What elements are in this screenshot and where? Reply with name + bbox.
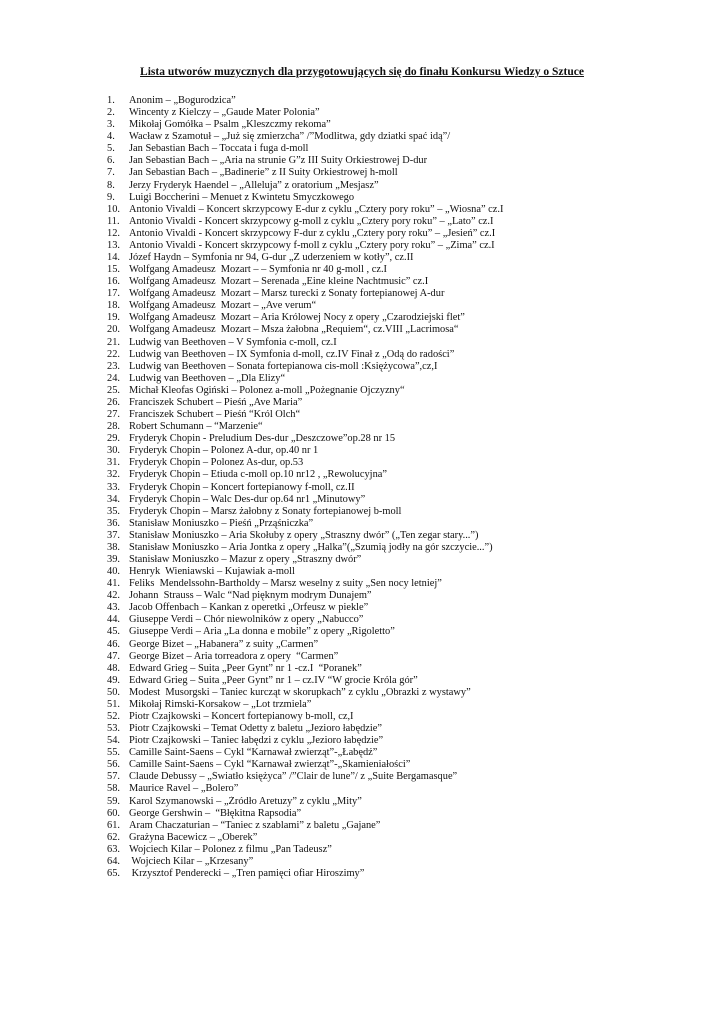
list-item	[107, 397, 707, 409]
list-item	[107, 542, 707, 554]
list-item	[107, 300, 707, 312]
list-item	[107, 844, 707, 856]
list-item	[107, 518, 707, 530]
list-item-text: Robert Schumann – “Marzenie“	[129, 421, 263, 433]
list-item	[107, 107, 707, 119]
list-item	[107, 337, 707, 349]
list-item-number: 29.	[107, 433, 120, 445]
list-item-number: 65.	[107, 868, 120, 879]
list-item-number: 60.	[107, 807, 120, 819]
list-item-number: 45.	[107, 626, 120, 638]
list-item-text: Luigi Boccherini – Menuet z Kwintetu Smyczkowego	[129, 191, 355, 203]
list-item-number: 53.	[107, 723, 120, 735]
list-item-number: 16.	[107, 276, 120, 288]
list-item	[107, 590, 707, 602]
list-item	[107, 530, 707, 542]
list-item-number: 61.	[107, 819, 120, 831]
list-item	[107, 95, 707, 107]
list-item	[107, 143, 707, 155]
list-item	[107, 796, 707, 808]
list-item-text: Krzysztof Penderecki – „Tren pamięci ofiar Hiroszimy”	[129, 868, 365, 879]
list-item	[107, 131, 707, 143]
list-item-text: Piotr Czajkowski – Koncert fortepianowy b-moll, cz,I	[129, 710, 354, 722]
list-item	[107, 457, 707, 469]
list-item-number: 1.	[107, 95, 115, 106]
list-item	[107, 663, 707, 675]
list-item-text: George Gershwin – “Błękitna Rapsodia”	[129, 807, 302, 819]
list-item	[107, 349, 707, 361]
list-item	[107, 385, 707, 397]
list-item-text: Jan Sebastian Bach – Toccata i fuga d-moll	[129, 143, 309, 155]
list-item-text: Fryderyk Chopin – Etiuda c-moll op.10 nr12 , „Rewolucyjna”	[129, 469, 387, 481]
list-item-number: 62.	[107, 831, 120, 843]
list-item-text: Jan Sebastian Bach – „Badinerie” z II Suity Orkiestrowej h-moll	[129, 167, 398, 179]
list-item-text: Feliks Mendelssohn-Bartholdy – Marsz weselny z suity „Sen nocy letniej”	[129, 578, 442, 590]
list-item-text: Stanisław Moniuszko – Aria Jontka z opery „Halka”(„Szumią jodły na gór szczycie...”)	[129, 541, 493, 553]
list-item-number: 58.	[107, 783, 120, 795]
list-item-number: 22.	[107, 348, 120, 360]
list-item-text: Anonim – „Bogurodzica”	[129, 95, 236, 106]
list-item-number: 40.	[107, 566, 120, 578]
list-item-number: 2.	[107, 107, 115, 119]
list-item-number: 30.	[107, 445, 120, 457]
list-item-text: Wojciech Kilar – „Krzesany”	[129, 855, 254, 867]
list-item-number: 13.	[107, 239, 120, 251]
list-item-text: Jerzy Fryderyk Haendel – „Alleluja” z oratorium „Mesjasz”	[129, 179, 379, 191]
list-item-text: Giuseppe Verdi – Aria „La donna e mobile” z opery „Rigoletto”	[129, 626, 395, 638]
list-item-text: Piotr Czajkowski – Taniec łabędzi z cyklu „Jezioro łabędzie”	[129, 735, 384, 747]
list-item-text: Wolfgang Amadeusz Mozart – „Ave verum“	[129, 300, 317, 312]
list-item-number: 63.	[107, 843, 120, 855]
list-item	[107, 651, 707, 663]
list-item-text: Antonio Vivaldi - Koncert skrzypcowy f-moll z cyklu „Cztery pory roku” – „Zima” cz.I	[129, 239, 495, 251]
list-item-number: 32.	[107, 469, 120, 481]
list-item-number: 26.	[107, 396, 120, 408]
list-item-text: Stanisław Moniuszko – Mazur z opery „Straszny dwór”	[129, 553, 362, 565]
list-item	[107, 868, 707, 880]
list-item-number: 59.	[107, 795, 120, 807]
list-item-number: 25.	[107, 384, 120, 396]
list-item-text: Giuseppe Verdi – Chór niewolników z opery „Nabucco”	[129, 614, 364, 626]
list-item-number: 46.	[107, 638, 120, 650]
list-item	[107, 264, 707, 276]
list-item-number: 3.	[107, 119, 115, 131]
list-item-text: Wacław z Szamotuł – „Już się zmierzcha” /”Modlitwa, gdy dziatki spać idą”/	[129, 131, 451, 143]
list-item-text: Wincenty z Kielczy – „Gaude Mater Polonia”	[129, 107, 320, 119]
list-item-number: 18.	[107, 300, 120, 312]
list-item	[107, 771, 707, 783]
list-item-number: 33.	[107, 481, 120, 493]
list-item-text: Johann Strauss – Walc “Nad pięknym modrym Dunajem”	[129, 590, 372, 602]
list-item-number: 64.	[107, 855, 120, 867]
list-item-text: Mikołaj Gomółka – Psalm „Kleszczmy rekoma”	[129, 119, 331, 131]
list-item-text: Camille Saint-Saens – Cykl “Karnawał zwierząt”-„Skamieniałości”	[129, 759, 411, 771]
list-item-number: 47.	[107, 650, 120, 662]
list-item	[107, 856, 707, 868]
list-item-text: Maurice Ravel – „Bolero”	[129, 783, 239, 795]
list-item	[107, 469, 707, 481]
list-item-number: 35.	[107, 505, 120, 517]
list-item	[107, 312, 707, 324]
list-item-number: 49.	[107, 674, 120, 686]
list-item-text: Fryderyk Chopin – Koncert fortepianowy f-moll, cz.II	[129, 481, 355, 493]
list-item-text: Henryk Wieniawski – Kujawiak a-moll	[129, 566, 295, 578]
list-item-number: 38.	[107, 541, 120, 553]
list-item-number: 11.	[107, 215, 120, 227]
list-item-text: Fryderyk Chopin – Walc Des-dur op.64 nr1 „Minutowy”	[129, 493, 366, 505]
list-item-number: 27.	[107, 409, 120, 421]
list-item-text: Wolfgang Amadeusz Mozart – Marsz turecki z Sonaty fortepianowej A-dur	[129, 288, 445, 300]
list-item-number: 8.	[107, 179, 115, 191]
list-item	[107, 119, 707, 131]
list-item-text: George Bizet – Aria torreadora z opery “Carmen”	[129, 650, 339, 662]
list-item-text: Stanisław Moniuszko – Pieśń „Prząśniczka”	[129, 517, 314, 529]
list-item-number: 42.	[107, 590, 120, 602]
list-item	[107, 216, 707, 228]
list-item-number: 31.	[107, 457, 120, 469]
list-item-number: 51.	[107, 698, 120, 710]
list-item	[107, 675, 707, 687]
list-item-text: Mikołaj Rimski-Korsakow – „Lot trzmiela”	[129, 698, 312, 710]
list-item-number: 56.	[107, 759, 120, 771]
list-item-text: Camille Saint-Saens – Cykl “Karnawał zwierząt”-„Łabędź”	[129, 747, 378, 759]
list-item-number: 14.	[107, 252, 120, 264]
list-item-number: 19.	[107, 312, 120, 324]
list-item	[107, 288, 707, 300]
list-item-text: Antonio Vivaldi – Koncert skrzypcowy E-dur z cyklu „Cztery pory roku” – „Wiosna” cz.I	[129, 203, 504, 215]
list-item-text: Ludwig van Beethoven – IX Symfonia d-moll, cz.IV Finał z „Odą do radości”	[129, 348, 455, 360]
list-item-number: 36.	[107, 517, 120, 529]
list-item	[107, 361, 707, 373]
list-item	[107, 192, 707, 204]
list-item	[107, 735, 707, 747]
list-item-text: Antonio Vivaldi - Koncert skrzypcowy F-dur z cyklu „Cztery pory roku” – „Jesień” cz.I	[129, 227, 496, 239]
list-item-text: Piotr Czajkowski – Temat Odetty z baletu „Jezioro łabędzie”	[129, 723, 382, 735]
list-item-number: 5.	[107, 143, 115, 155]
list-item	[107, 566, 707, 578]
list-item-number: 12.	[107, 227, 120, 239]
list-item-text: Fryderyk Chopin – Polonez As-dur, op.53	[129, 457, 304, 469]
list-item-text: Wojciech Kilar – Polonez z filmu „Pan Tadeusz”	[129, 843, 332, 855]
list-item	[107, 578, 707, 590]
list-item-text: Wolfgang Amadeusz Mozart – – Symfonia nr 40 g-moll , cz.I	[129, 264, 388, 276]
list-item	[107, 409, 707, 421]
list-item-text: Wolfgang Amadeusz Mozart – Aria Królowej Nocy z opery „Czarodziejski flet”	[129, 312, 465, 324]
list-item	[107, 324, 707, 336]
list-item-text: Wolfgang Amadeusz Mozart – Serenada „Eine kleine Nachtmusic” cz.I	[129, 276, 429, 288]
list-item-number: 48.	[107, 662, 120, 674]
list-item-number: 50.	[107, 686, 120, 698]
list-item-number: 34.	[107, 493, 120, 505]
list-item-number: 37.	[107, 529, 120, 541]
list-item	[107, 373, 707, 385]
list-item-text: Józef Haydn – Symfonia nr 94, G-dur „Z uderzeniem w kotły”, cz.II	[129, 252, 414, 264]
list-item-text: Stanisław Moniuszko – Aria Skołuby z opery „Straszny dwór” („Ten zegar stary...”)	[129, 529, 479, 541]
list-item	[107, 783, 707, 795]
list-item	[107, 711, 707, 723]
list-item-text: Edward Grieg – Suita „Peer Gynt” nr 1 – cz.IV “W grocie Króla gór”	[129, 674, 418, 686]
list-item-text: Jan Sebastian Bach – „Aria na strunie G”z III Suity Orkiestrowej D-dur	[129, 155, 428, 167]
list-item-text: Antonio Vivaldi - Koncert skrzypcowy g-moll z cyklu „Cztery pory roku” – „Lato” cz.I	[129, 215, 494, 227]
list-item	[107, 155, 707, 167]
list-item	[107, 687, 707, 699]
list-item-number: 44.	[107, 614, 120, 626]
list-item	[107, 747, 707, 759]
list-item-number: 20.	[107, 324, 120, 336]
list-item-number: 7.	[107, 167, 115, 179]
document-title: Lista utworów muzycznych dla przygotowujących się do finału Konkursu Wiedzy o Sztuce	[140, 66, 584, 78]
list-item	[107, 433, 707, 445]
list-item	[107, 494, 707, 506]
list-item	[107, 626, 707, 638]
list-item	[107, 759, 707, 771]
list-item	[107, 639, 707, 651]
list-item-text: Wolfgang Amadeusz Mozart – Msza żałobna „Requiem“, cz.VIII „Lacrimosa“	[129, 324, 459, 336]
list-item	[107, 180, 707, 192]
list-item-number: 15.	[107, 264, 120, 276]
list-item	[107, 723, 707, 735]
list-item	[107, 602, 707, 614]
list-item-number: 6.	[107, 155, 115, 167]
list-item	[107, 506, 707, 518]
list-item-text: Edward Grieg – Suita „Peer Gynt” nr 1 -cz.I “Poranek”	[129, 662, 362, 674]
list-item-number: 9.	[107, 191, 115, 203]
list-item-text: Ludwig van Beethoven – V Symfonia c-moll, cz.I	[129, 336, 337, 348]
list-item	[107, 167, 707, 179]
list-item-number: 57.	[107, 771, 120, 783]
list-item-text: Ludwig van Beethoven – „Dla Elizy“	[129, 372, 286, 384]
list-item	[107, 554, 707, 566]
list-item	[107, 445, 707, 457]
list-item-number: 28.	[107, 421, 120, 433]
list-item-number: 24.	[107, 372, 120, 384]
list-item-text: Claude Debussy – „Światło księżyca” /”Clair de lune”/ z „Suite Bergamasque”	[129, 771, 458, 783]
list-item-number: 23.	[107, 360, 120, 372]
list-item-number: 52.	[107, 710, 120, 722]
list-item-text: Franciszek Schubert – Pieśń “Król Olch“	[129, 409, 301, 421]
list-item-number: 54.	[107, 735, 120, 747]
list-item-text: George Bizet – „Habanera” z suity „Carmen”	[129, 638, 319, 650]
list-item-text: Fryderyk Chopin - Preludium Des-dur „Deszczowe”op.28 nr 15	[129, 433, 396, 445]
list-item-text: Aram Chaczaturian – “Taniec z szablami” z baletu „Gajane”	[129, 819, 381, 831]
list-item	[107, 204, 707, 216]
list-item-text: Fryderyk Chopin – Polonez A-dur, op.40 nr 1	[129, 445, 319, 457]
music-list	[107, 95, 707, 880]
list-item	[107, 421, 707, 433]
list-item-text: Michał Kleofas Ogiński – Polonez a-moll „Pożegnanie Ojczyzny“	[129, 384, 405, 396]
list-item-number: 39.	[107, 553, 120, 565]
list-item-number: 17.	[107, 288, 120, 300]
list-item-number: 41.	[107, 578, 120, 590]
list-item-number: 43.	[107, 602, 120, 614]
list-item-number: 4.	[107, 131, 115, 143]
list-item-number: 10.	[107, 203, 120, 215]
list-item	[107, 614, 707, 626]
list-item	[107, 699, 707, 711]
list-item	[107, 252, 707, 264]
list-item	[107, 808, 707, 820]
list-item	[107, 228, 707, 240]
list-item-number: 55.	[107, 747, 120, 759]
list-item-text: Jacob Offenbach – Kankan z operetki „Orfeusz w piekle”	[129, 602, 369, 614]
list-item-text: Franciszek Schubert – Pieśń „Ave Maria”	[129, 396, 303, 408]
list-item-text: Grażyna Bacewicz – „Oberek”	[129, 831, 258, 843]
list-item	[107, 832, 707, 844]
list-item	[107, 276, 707, 288]
list-item-number: 21.	[107, 336, 120, 348]
list-item	[107, 240, 707, 252]
list-item-text: Karol Szymanowski – „Źródło Aretuzy” z cyklu „Mity”	[129, 795, 362, 807]
list-item	[107, 820, 707, 832]
list-item-text: Ludwig van Beethoven – Sonata fortepianowa cis-moll :Księżycowa”,cz,I	[129, 360, 438, 372]
list-item	[107, 482, 707, 494]
list-item-text: Modest Musorgski – Taniec kurcząt w skorupkach” z cyklu „Obrazki z wystawy”	[129, 686, 471, 698]
list-item-text: Fryderyk Chopin – Marsz żałobny z Sonaty fortepianowej b-moll	[129, 505, 402, 517]
